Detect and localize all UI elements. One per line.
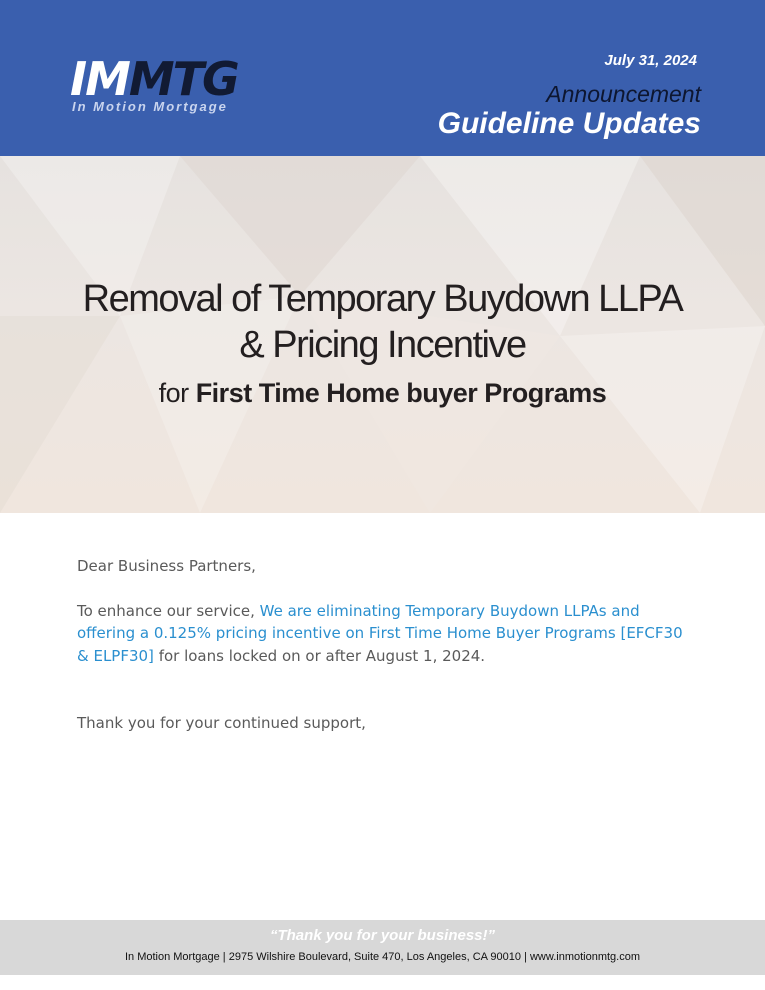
header-info <box>438 52 701 141</box>
letter-closing: Thank you for your continued support, <box>77 714 366 732</box>
footer-thanks: “Thank you for your business!” <box>269 927 496 944</box>
letter-highlight: We are eliminating Temporary Buydown LLPAs and offering a 0.125% pricing incentive on First Time Home Buyer Programs [EFCF30 & ELPF30] <box>77 601 683 665</box>
footer-address: In Motion Mortgage | 2975 Wilshire Boulevard, Suite 470, Los Angeles, CA 90010 | www.inmotionmtg.com <box>124 951 641 963</box>
letter-tail: for loans locked on or after August 1, 2024. <box>153 646 486 665</box>
logo-tagline: In Motion Mortgage <box>72 99 228 114</box>
logo-mark <box>70 52 238 106</box>
hero-subtitle-prefix: for <box>158 378 189 408</box>
header-banner <box>0 0 765 156</box>
company-logo <box>70 52 238 114</box>
hero-title-line1: Removal of Temporary Buydown LLPA <box>82 278 683 320</box>
letter-paragraph <box>77 600 689 668</box>
announcement-date: July 31, 2024 <box>604 52 697 69</box>
hero-subtitle <box>0 378 765 409</box>
announcement-kicker: Announcement <box>546 81 701 107</box>
letter-greeting: Dear Business Partners, <box>77 557 256 575</box>
footer-bar <box>0 920 765 975</box>
hero-title-line2: & Pricing Incentive <box>239 324 526 366</box>
letter-body <box>77 555 689 735</box>
hero-text <box>0 276 765 409</box>
logo-mtg: MTG <box>128 52 238 106</box>
announcement-headline: Guideline Updates <box>437 107 701 140</box>
logo-im: IM <box>70 52 129 106</box>
letter-intro: To enhance our service, <box>77 601 260 620</box>
hero-section <box>0 156 765 513</box>
hero-subtitle-bold: First Time Home buyer Programs <box>195 378 607 408</box>
